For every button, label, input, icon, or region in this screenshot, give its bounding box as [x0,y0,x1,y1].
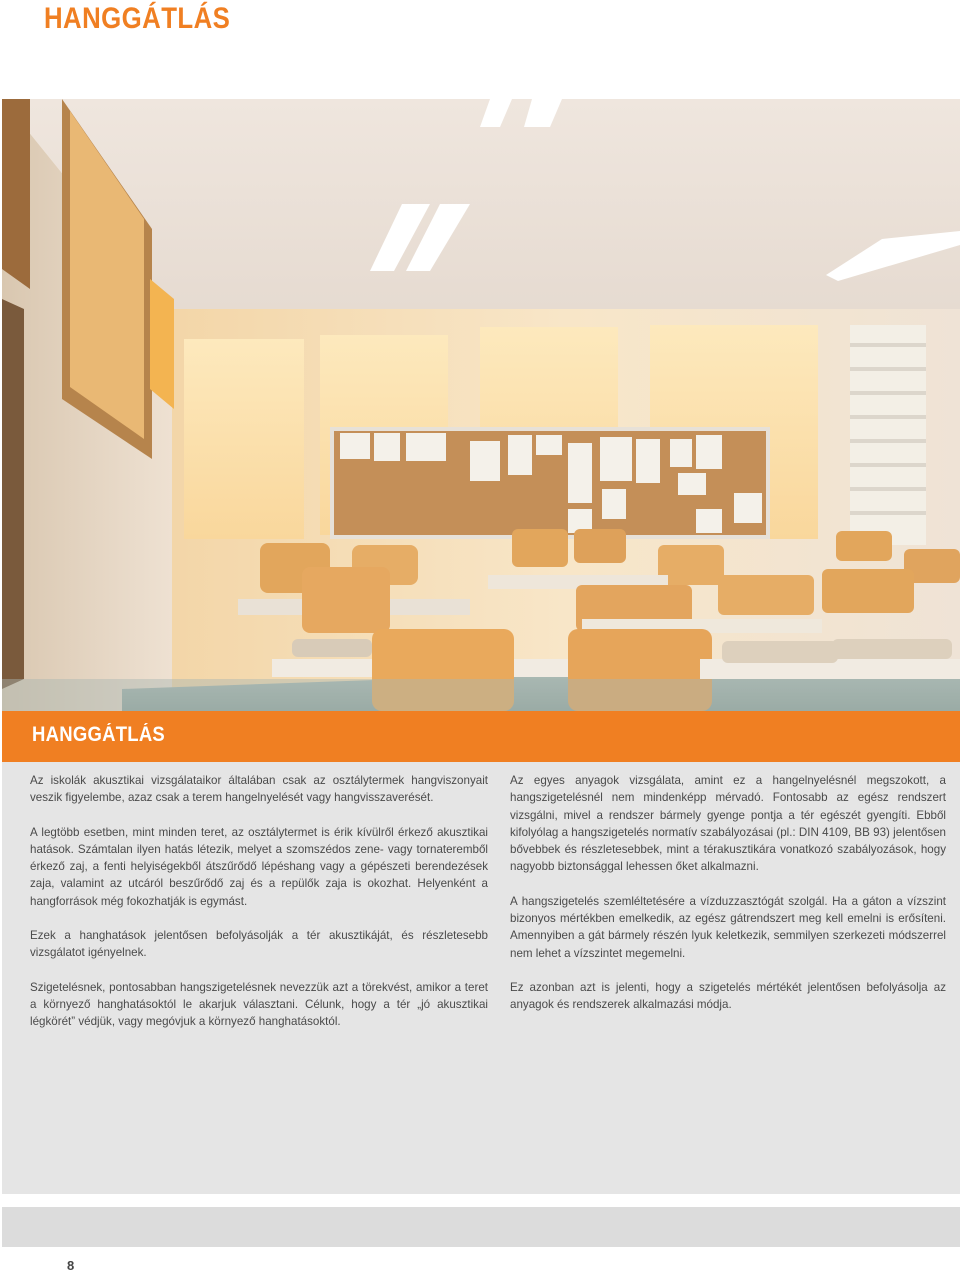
page-number: 8 [67,1258,75,1273]
paragraph: A hangszigetelés szemléltetésére a vízduzzasztógát szolgál. Ha a gáton a vízszint bizonyos mértékben emelkedik, az egész gátrendszert meg kell emelni is erősíteni. Amennyiben a gát bármely részén lyuk keletkezik, semmilyen szerkezeti módszerrel nem lehet a vízszintet megemelni. [510,894,946,960]
footer-strip [2,1207,960,1247]
paragraph: Szigetelésnek, pontosabban hangszigetelésnek nevezzük azt a törekvést, amikor a teret a környező hanghatásoktól le akarjuk választani. Célunk, hogy a tér „jó akusztikai légkörét” védjük, vagy megóvjuk a környező hanghatásoktól. [30,980,488,1029]
paragraph: Ezek a hanghatások jelentősen befolyásolják a tér akusztikáját, és részletesebb vizsgálatot igényelnek. [30,929,488,960]
paragraph: Az iskolák akusztikai vizsgálataikor általában csak az osztálytermek hangviszonyait veszik figyelembe, azaz csak a terem hangelnyelését vagy hangvisszaverését. [30,774,488,805]
paragraph: Ez azonban azt is jelenti, hogy a szigetelés mértékét jelentősen befolyásolja az anyagok és rendszerek alkalmazási módja. [510,980,946,1012]
page-title: HANGGÁTLÁS [44,2,231,35]
right-column [510,772,946,1031]
left-column [30,772,488,1048]
paragraph: A legtöbb esetben, mint minden teret, az osztálytermet is érik kívülről érkező akusztikai hatások. Számtalan ilyen hatás létezik, melyet a szomszédos zene- vagy tornateremből érkező zaj, a fenti helyiségekből átszűrődő lépéshang vagy a gépészeti berendezések zaja, valamint az utcáról beszűrődő zaj és a repülők zaja is okozhat. Helyenként a hangforrások még fokozhatják is egymást. [30,825,488,908]
classroom-photo [2,99,960,711]
section-title: HANGGÁTLÁS [32,723,166,746]
text-panel [2,762,960,1194]
section-banner [2,711,960,762]
paragraph: Az egyes anyagok vizsgálata, amint ez a hangelnyelésnél megszokott, a hangszigetelésnél nem mindenképp mérvadó. Fontosabb az egész rendszert vizsgálni, mivel a rendszer bármely gyenge pontja a tér egészét gyengíti. Ebből kifolyólag a hangszigetelés normatív szabályozásai (pl.: DIN 4109, BB 93) jelentősen bővebbek és részletesebbek, mint a térakusztikára vonatkozó szabályozások, hogy nagyobb biztonsággal lehessen őket alkalmazni. [510,774,946,874]
